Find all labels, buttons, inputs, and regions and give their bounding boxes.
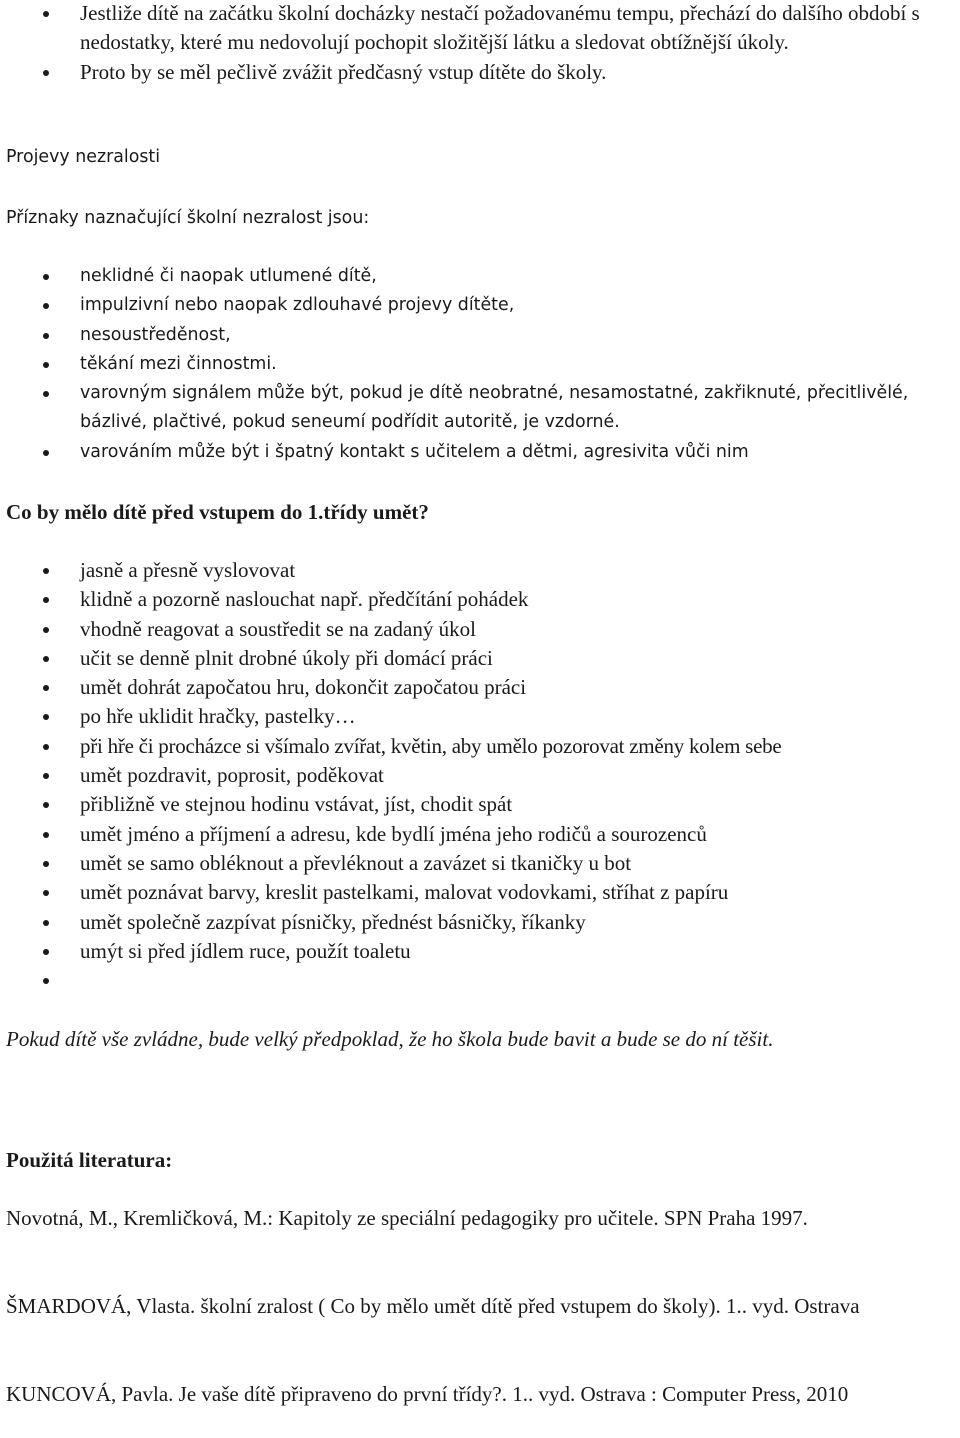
nezralost-list-block [6,262,960,467]
list-item: těkání mezi činnostmi. [6,350,960,379]
list-item: po hře uklidit hračky, pastelky… [6,702,960,731]
literature-entry: Novotná, M., Kremličková, M.: Kapitoly ze speciální pedagogiky pro učitele. SPN Praha 1997. [6,1206,808,1230]
list-item: umět pozdravit, poprosit, poděkovat [6,761,960,790]
list-item: nesoustředěnost, [6,321,960,350]
list-item: umět se samo obléknout a převléknout a zavázet si tkaničky u bot [6,849,960,878]
list-item: klidně a pozorně naslouchat např. předčítání pohádek [6,585,960,614]
list-item: umět jméno a příjmení a adresu, kde bydlí jména jeho rodičů a sourozenců [6,820,960,849]
list-item-empty [6,966,960,995]
section-heading-projevy: Projevy nezralosti [6,147,161,167]
literature-heading: Použitá literatura: [6,1148,173,1172]
conclusion-text: Pokud dítě vše zvládne, bude velký předpoklad, že ho škola bude bavit a bude se do ní těšit. [6,1027,774,1051]
list-item: impulzivní nebo naopak zdlouhavé projevy dítěte, [6,291,960,320]
list-item: neklidné či naopak utlumené dítě, [6,262,960,291]
skills-list [6,556,960,995]
list-item: umět poznávat barvy, kreslit pastelkami, malovat vodovkami, stříhat z papíru [6,878,960,907]
section-heading-umet: Co by mělo dítě před vstupem do 1.třídy umět? [6,500,429,524]
list-item: Jestliže dítě na začátku školní docházky nestačí požadovanému tempu, přechází do dalšího období s nedostatky, které mu nedovolují pochopit složitější látku a sledovat obtížnější úkoly. [6,0,960,58]
list-item: varovným signálem může být, pokud je dítě neobratné, nesamostatné, zakřiknuté, přecitlivělé, bázlivé, plačtivé, pokud seneumí podřídit autoritě, je vzdorné. [6,379,960,438]
list-item: jasně a přesně vyslovovat [6,556,960,585]
section-intro: Příznaky naznačující školní nezralost jsou: [6,208,370,228]
list-item: umět společně zazpívat písničky, přednést básničky, říkanky [6,908,960,937]
literature-entry: ŠMARDOVÁ, Vlasta. školní zralost ( Co by mělo umět dítě před vstupem do školy). 1.. vyd. Ostrava [6,1294,860,1318]
list-item: varováním může být i špatný kontakt s učitelem a dětmi, agresivita vůči nim [6,438,960,467]
nezralost-list [6,262,960,467]
literature-entry: KUNCOVÁ, Pavla. Je vaše dítě připraveno do první třídy?. 1.. vyd. Ostrava : Computer Press, 2010 [6,1382,849,1406]
list-item: přibližně ve stejnou hodinu vstávat, jíst, chodit spát [6,790,960,819]
intro-list-block [6,0,960,87]
skills-list-block [6,556,960,995]
list-item: Proto by se měl pečlivě zvážit předčasný vstup dítěte do školy. [6,58,960,87]
intro-list [6,0,960,87]
list-item: při hře či procházce si všímalo zvířat, květin, aby umělo pozorovat změny kolem sebe [6,732,960,761]
list-item: vhodně reagovat a soustředit se na zadaný úkol [6,615,960,644]
list-item: umět dohrát započatou hru, dokončit započatou práci [6,673,960,702]
list-item: umýt si před jídlem ruce, použít toaletu [6,937,960,966]
list-item: učit se denně plnit drobné úkoly při domácí práci [6,644,960,673]
